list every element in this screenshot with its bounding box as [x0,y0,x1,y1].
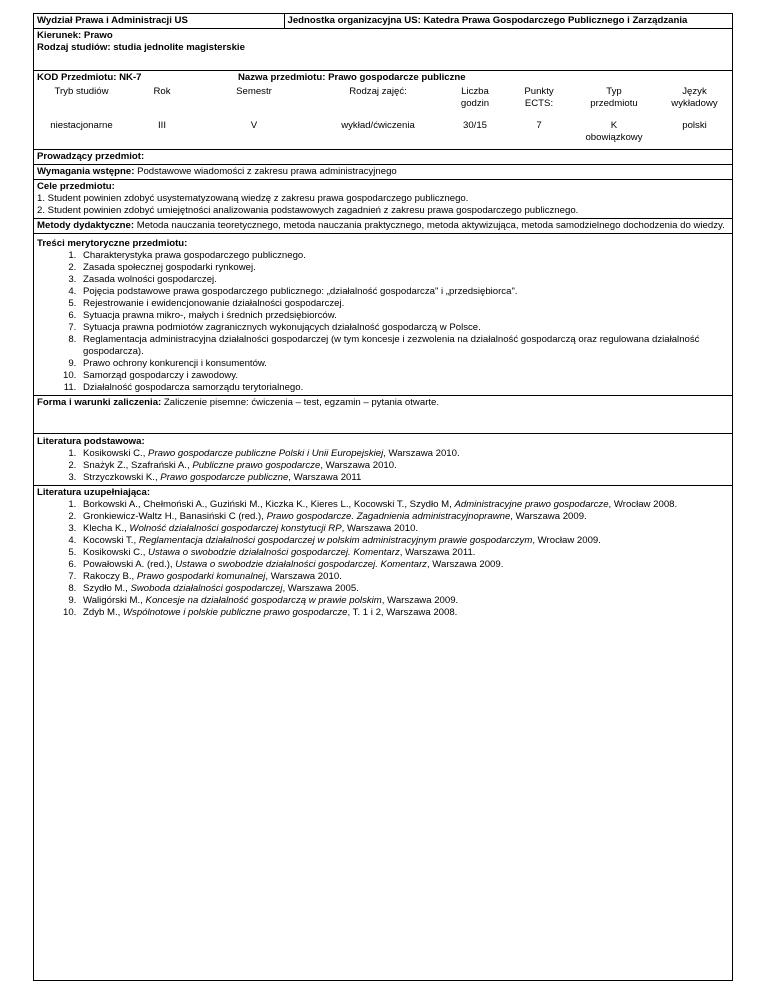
course-name [238,71,732,85]
prerequisites-value: Podstawowe wiadomości z zakresu prawa administracyjnego [137,165,397,177]
content-label: Treści merytoryczne przedmiotu: [37,237,188,249]
value-hours: 30/15 [462,120,487,131]
literature-title: Administracyjne prawo gospodarcze [454,498,609,510]
value-course-type: K obowiązkowy [585,120,643,143]
content-item: 1. Charakterystyka prawa gospodarczego publicznego. [79,250,729,262]
literature-details: , Warszawa 2011 [288,471,362,483]
basic-literature-list [37,448,729,484]
org-unit [284,14,732,29]
literature-title: Prawo gospodarki komunalnej [136,570,266,582]
literature-author: Kosikowski C., [83,546,149,558]
header-language: Język wykładowy [671,86,718,109]
content-item: 3. Zasada wolności gospodarczej. [79,274,729,286]
goal-item: 2. Student powinien zdobyć umiejętności analizowania podstawowych zagadnień z zakresu prawa gospodarczego publicznego. [37,204,579,216]
content-list [37,250,729,394]
program-info [34,29,732,71]
lecturer: Prowadzący przedmiot: [34,150,732,165]
literature-details: , Warszawa 2010. [383,447,460,459]
literature-title: Ustawa o swobodzie działalności gospodarczej. Komentarz [175,558,427,570]
assessment-value: Zaliczenie pisemne: ćwiczenia – test, egzamin – pytania otwarte. [163,396,440,408]
literature-title: Publiczne prawo gospodarcze [192,459,321,471]
header-semester: Semestr [236,86,272,97]
assessment-label: Forma i warunki zaliczenia: [37,396,162,408]
literature-details: , Warszawa 2010. [320,459,397,471]
literature-title: Ustawa o swobodzie działalności gospodarczej. Komentarz [148,546,400,558]
literature-item [79,583,729,595]
content-item: 11. Działalność gospodarcza samorządu terytorialnego. [79,382,729,394]
methods-label: Metody dydaktyczne: [37,219,135,231]
value-mode: niestacjonarne [50,120,113,131]
literature-author: Powałowski A. (red.), [83,558,176,570]
literature-author: Gronkiewicz-Waltz H., Banasiński C (red.), [83,510,267,522]
content-item: 6. Sytuacja prawna mikro-, małych i średnich przedsiębiorców. [79,310,729,322]
value-year: III [158,120,166,131]
course-goals [34,180,732,219]
literature-details: , T. 1 i 2, Warszawa 2008. [347,606,458,618]
course-code-label: KOD Przedmiotu: [37,72,117,83]
course-name-value: Prawo gospodarcze publiczne [328,72,466,83]
teaching-methods [34,219,732,234]
literature-item [79,571,729,583]
org-unit-value: Katedra Prawa Gospodarczego Publicznego i Zarządzania [423,15,688,26]
literature-author: Waligórski M., [83,594,146,606]
literature-author: Kosikowski C., [83,447,149,459]
goal-item: 1. Student powinien zdobyć usystematyzowaną wiedzę z zakresu prawa gospodarczego publicznego. [37,192,469,204]
literature-details: , Warszawa 2005. [282,582,359,594]
header-hours: Liczba godzin [460,86,490,109]
header-class-type: Rodzaj zajęć: [349,86,407,97]
faculty-name: Wydział Prawa i Administracji US [37,15,188,26]
literature-title: Prawo gospodarcze publiczne [160,471,289,483]
value-semester: V [250,120,258,131]
course-syllabus [33,13,733,981]
literature-item [79,460,729,472]
literature-item [79,499,729,511]
extra-literature [34,486,732,620]
literature-item [79,523,729,535]
literature-title: Prawo gospodarcze publiczne Polski i Unii Europejskiej [148,447,384,459]
literature-item [79,472,729,484]
literature-title: Wspólnotowe i polskie publiczne prawo gospodarcze [122,606,348,618]
literature-author: Snażyk Z., Szafrański A., [83,459,193,471]
literature-details: , Warszawa 2009. [381,594,459,606]
header-course-type: Typ przedmiotu [590,86,638,109]
literature-item [79,547,729,559]
header-table [34,14,732,29]
basic-literature-label: Literatura podstawowa: [37,435,145,447]
literature-title: Reglamentacja działalności gospodarczej w polskim administracyjnym prawie gospodarczym [138,534,533,546]
literature-title: Prawo gospodarcze. Zagadnienia administracyjnoprawne [266,510,511,522]
value-ects: 7 [536,120,542,131]
literature-title: Wolność działalności gospodarczej konstytucji RP [129,522,342,534]
literature-author: Zdyb M., [83,606,123,618]
basic-literature [34,434,732,486]
content-item: 10. Samorząd gospodarczy i zawodowy. [79,370,729,382]
literature-item [79,535,729,547]
content-item: 4. Pojęcia podstawowe prawa gospodarczego publicznego: „działalność gospodarcza" i „przedsiębiorca". [79,286,729,298]
literature-item [79,511,729,523]
literature-details: , Warszawa 2011. [399,546,476,558]
content-item: 2. Zasada społecznej gospodarki rynkowej. [79,262,729,274]
literature-title: Koncesje na działalność gospodarczą w prawie polskim [145,594,382,606]
literature-author: Borkowski A., Chełmoński A., Guziński M., Kiczka K., Kieres L., Kocowski T., Szydło M, [83,498,455,510]
value-language: polski [682,120,707,131]
literature-author: Kocowski T., [83,534,139,546]
literature-author: Szydło M., [83,582,131,594]
goals-label: Cele przedmiotu: [37,180,115,192]
course-content [34,234,732,396]
header-ects: Punkty ECTS: [524,86,554,109]
org-unit-label: Jednostka organizacyjna US: [287,15,421,26]
study-type: Rodzaj studiów: studia jednolite magisterskie [37,42,245,53]
literature-details: , Wrocław 2009. [532,534,601,546]
literature-author: Strzyczkowski K., [83,471,161,483]
literature-details: , Warszawa 2010. [341,522,419,534]
literature-item [79,595,729,607]
extra-literature-list [37,499,729,619]
value-class-type: wykład/ćwiczenia [341,120,415,131]
literature-item [79,607,729,619]
literature-item [79,448,729,460]
content-item: 7. Sytuacja prawna podmiotów zagranicznych wykonujących działalność gospodarczą w Polsce. [79,322,729,334]
course-details-table [34,71,732,150]
methods-value: Metoda nauczania teoretycznego, metoda nauczania praktycznego, metoda aktywizująca, metoda samodzielnego dochodzenia do wiedzy. [136,219,725,231]
literature-item [79,559,729,571]
literature-details: , Warszawa 2009. [510,510,587,522]
prerequisites [34,165,732,180]
assessment [34,396,732,434]
literature-details: , Wrocław 2008. [608,498,678,510]
extra-literature-label: Literatura uzupełniająca: [37,486,151,498]
literature-author: Rakoczy B., [83,570,137,582]
literature-author: Klecha K., [83,522,130,534]
literature-title: Swoboda działalności gospodarczej [130,582,283,594]
prerequisites-label: Wymagania wstępne: [37,165,135,177]
course-code-value: NK-7 [119,72,142,83]
header-mode: Tryb studiów [54,86,109,97]
content-item: 5. Rejestrowanie i ewidencjonowanie działalności gospodarczej. [79,298,729,310]
course-name-label: Nazwa przedmiotu: [238,72,326,83]
header-year: Rok [153,86,171,97]
field-of-study: Kierunek: Prawo [37,30,113,41]
content-item: 9. Prawo ochrony konkurencji i konsumentów. [79,358,729,370]
literature-details: , Warszawa 2009. [426,558,504,570]
content-item: 8. Reglamentacja administracyjna działalności gospodarczej (w tym koncesje i zezwolenia na działalność gospodarczą oraz regulowana działalność gospodarcza). [79,334,729,358]
literature-details: , Warszawa 2010. [265,570,342,582]
